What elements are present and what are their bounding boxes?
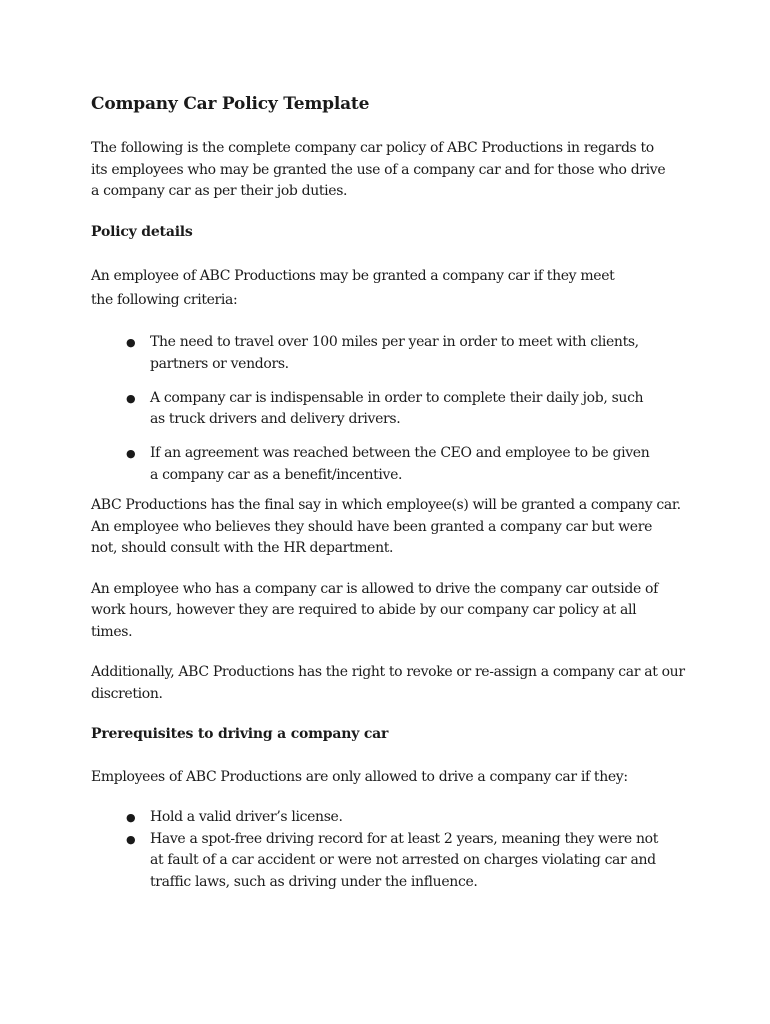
bullet-icon: ● — [126, 832, 136, 846]
bullet-icon: ● — [126, 391, 136, 405]
list-item — [91, 388, 661, 431]
list-item — [91, 332, 661, 375]
document-title: Company Car Policy Template — [91, 94, 370, 114]
criterion-text: A company car is indispensable in order to complete their daily job, such as truck drivers and delivery drivers. — [150, 389, 644, 427]
bullet-icon: ● — [126, 447, 136, 460]
criteria-lead: An employee of ABC Productions may be granted a company car if they meet the following criteria: — [91, 268, 615, 308]
requirements-list — [91, 807, 661, 893]
outside-hours-paragraph: An employee who has a company car is allowed to drive the company car outside of work hours, however they are required to abide by our company car policy at all times. — [91, 580, 658, 640]
intro-paragraph: The following is the complete company car policy of ABC Productions in regards to its employees who may be granted the use of a company car and for those who drive a company car as per their job duties. — [91, 140, 666, 199]
requirement-text: Hold a valid driver’s license. — [150, 809, 343, 825]
criteria-list — [91, 332, 661, 486]
list-item — [91, 807, 661, 829]
bullet-icon: ● — [126, 336, 136, 349]
prerequisites-lead: Employees of ABC Productions are only allowed to drive a company car if they: — [91, 768, 628, 785]
prerequisites-heading: Prerequisites to driving a company car — [91, 726, 389, 742]
document-page — [91, 92, 691, 893]
list-item — [91, 443, 661, 486]
requirement-text: Have a spot-free driving record for at least 2 years, meaning they were not at fault of a car accident or were not arrested on charges violating car and traffic laws, such as driving under the influence. — [150, 830, 658, 890]
criterion-text: The need to travel over 100 miles per year in order to meet with clients, partners or vendors. — [150, 334, 639, 372]
bullet-icon: ● — [126, 811, 136, 824]
revoke-paragraph: Additionally, ABC Productions has the right to revoke or re-assign a company car at our discretion. — [91, 664, 685, 702]
final-say-paragraph: ABC Productions has the final say in which employee(s) will be granted a company car. An employee who believes they should have been granted a company car but were not, should consult with the HR department. — [91, 497, 681, 556]
list-item — [91, 829, 661, 894]
criterion-text: If an agreement was reached between the CEO and employee to be given a company car as a benefit/incentive. — [150, 445, 650, 483]
policy-details-heading: Policy details — [91, 223, 193, 240]
